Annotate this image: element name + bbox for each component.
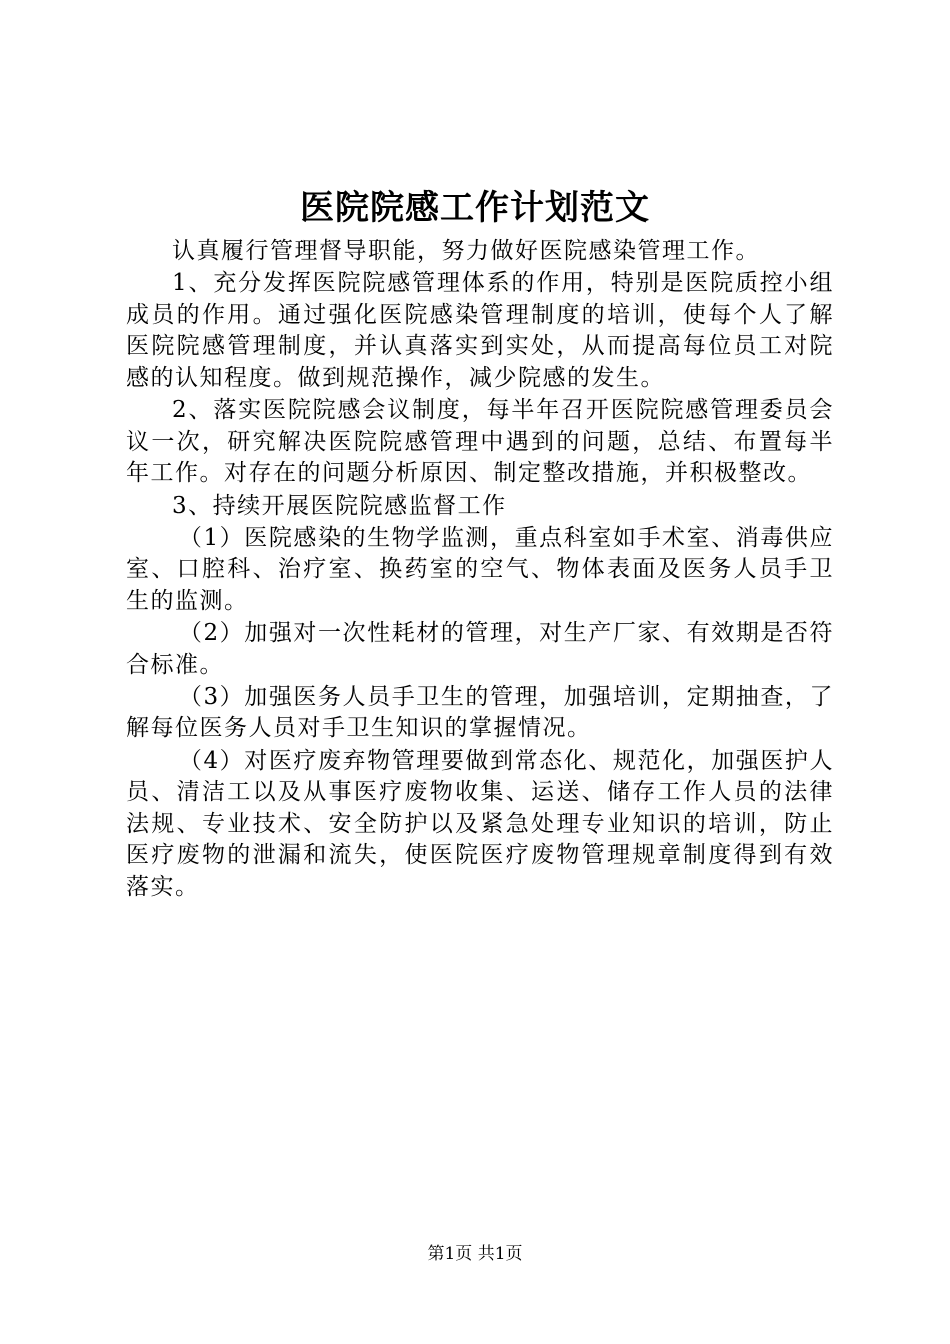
paragraph-item-1: 1、充分发挥医院院感管理体系的作用，特别是医院质控小组成员的作用。通过强化医院感染管理制度的培训，使每个人了解医院院感管理制度，并认真落实到实处，从而提高每位员工对院感的认知程度。做到规范操作，减少院感的发生。 bbox=[126, 270, 834, 391]
document-body bbox=[126, 236, 834, 904]
paragraph-subitem-4: （4）对医疗废弃物管理要做到常态化、规范化，加强医护人员、清洁工以及从事医疗废物收集、运送、储存工作人员的法律法规、专业技术、安全防护以及紧急处理专业知识的培训，防止医疗废物的泄漏和流失，使医院医疗废物管理规章制度得到有效落实。 bbox=[126, 747, 834, 901]
paragraph-intro: 认真履行管理督导职能，努力做好医院感染管理工作。 bbox=[172, 238, 760, 264]
paragraph-subitem-3: （3）加强医务人员手卫生的管理，加强培训，定期抽查，了解每位医务人员对手卫生知识的掌握情况。 bbox=[126, 683, 834, 742]
page-title: 医院院感工作计划范文 bbox=[300, 188, 650, 228]
paragraph-item-2: 2、落实医院院感会议制度，每半年召开医院院感管理委员会议一次，研究解决医院院感管理中遇到的问题，总结、布置每半年工作。对存在的问题分析原因、制定整改措施，并积极整改。 bbox=[126, 397, 834, 487]
paragraph-item-3: 3、持续开展医院院感监督工作 bbox=[172, 492, 507, 519]
paragraph-subitem-1: （1）医院感染的生物学监测，重点科室如手术室、消毒供应室、口腔科、治疗室、换药室的空气、物体表面及医务人员手卫生的监测。 bbox=[126, 524, 834, 614]
paragraph-subitem-2: （2）加强对一次性耗材的管理，对生产厂家、有效期是否符合标准。 bbox=[126, 620, 834, 678]
page-footer: 第1页 共1页 bbox=[427, 1244, 523, 1264]
